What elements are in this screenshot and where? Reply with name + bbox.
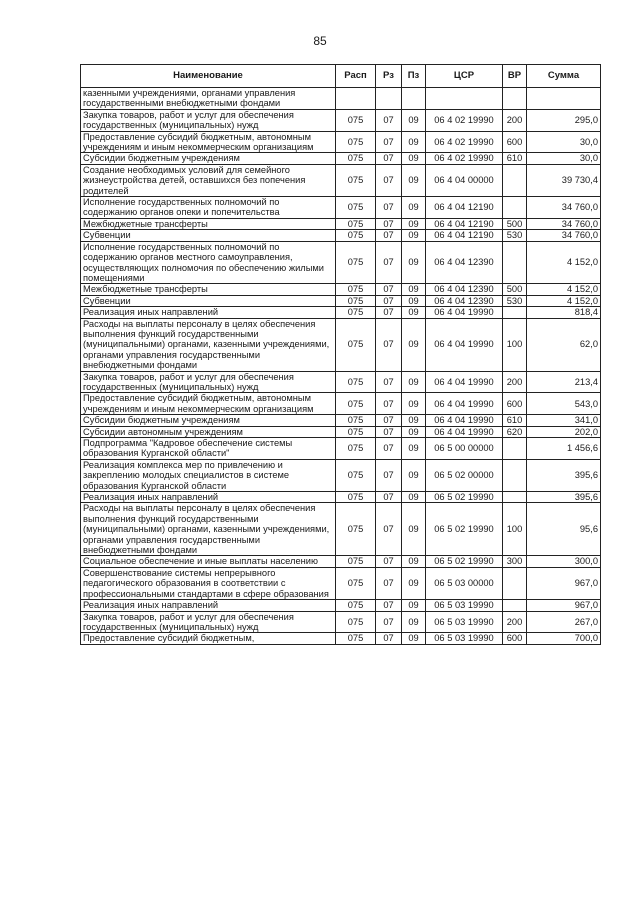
cell-csr <box>426 88 503 110</box>
table-row <box>81 438 601 460</box>
cell-rasp: 075 <box>336 241 376 284</box>
budget-table <box>80 64 601 645</box>
cell-name: Закупка товаров, работ и услуг для обеспечения государственных (муниципальных) нужд <box>81 371 336 393</box>
cell-pz: 09 <box>402 611 426 633</box>
table-row <box>81 307 601 318</box>
cell-vr: 620 <box>503 426 527 437</box>
cell-pz: 09 <box>402 230 426 241</box>
cell-vr <box>503 307 527 318</box>
table-row <box>81 567 601 599</box>
header-pz: Пз <box>402 65 426 88</box>
cell-name: Исполнение государственных полномочий по содержанию органов опеки и попечительства <box>81 197 336 219</box>
cell-name: казенными учреждениями, органами управления государственными внебюджетными фондами <box>81 88 336 110</box>
cell-csr: 06 5 02 00000 <box>426 459 503 491</box>
cell-pz: 09 <box>402 164 426 196</box>
cell-csr: 06 5 02 19990 <box>426 492 503 503</box>
cell-pz: 09 <box>402 492 426 503</box>
cell-csr: 06 4 04 19990 <box>426 415 503 426</box>
cell-rz: 07 <box>376 295 402 306</box>
cell-csr: 06 5 03 19990 <box>426 633 503 644</box>
cell-name: Реализация иных направлений <box>81 600 336 611</box>
cell-vr <box>503 197 527 219</box>
cell-rz: 07 <box>376 230 402 241</box>
cell-rz: 07 <box>376 492 402 503</box>
cell-vr: 600 <box>503 633 527 644</box>
cell-rasp: 075 <box>336 218 376 229</box>
cell-sum: 39 730,4 <box>527 164 601 196</box>
cell-name: Подпрограмма "Кадровое обеспечение системы образования Курганской области" <box>81 438 336 460</box>
table-row <box>81 230 601 241</box>
cell-pz: 09 <box>402 633 426 644</box>
table-row <box>81 295 601 306</box>
cell-vr: 610 <box>503 153 527 164</box>
cell-vr: 100 <box>503 503 527 556</box>
cell-vr <box>503 600 527 611</box>
cell-vr: 530 <box>503 295 527 306</box>
page-number: 85 <box>313 34 327 48</box>
table-row <box>81 426 601 437</box>
cell-rasp: 075 <box>336 197 376 219</box>
cell-sum: 202,0 <box>527 426 601 437</box>
header-rz: Рз <box>376 65 402 88</box>
cell-csr: 06 4 04 12390 <box>426 284 503 295</box>
header-vr: ВР <box>503 65 527 88</box>
cell-pz: 09 <box>402 459 426 491</box>
header-csr: ЦСР <box>426 65 503 88</box>
table-row <box>81 556 601 567</box>
cell-pz: 09 <box>402 131 426 153</box>
cell-vr: 200 <box>503 371 527 393</box>
cell-sum: 267,0 <box>527 611 601 633</box>
cell-sum: 30,0 <box>527 131 601 153</box>
cell-rz: 07 <box>376 633 402 644</box>
cell-sum: 213,4 <box>527 371 601 393</box>
cell-rz: 07 <box>376 131 402 153</box>
cell-name: Расходы на выплаты персоналу в целях обеспечения выполнения функций государственными (муниципальными) органами, казенными учреждениями, органами управления государственными внебюджетными фондами <box>81 503 336 556</box>
cell-sum: 4 152,0 <box>527 295 601 306</box>
cell-vr <box>503 492 527 503</box>
cell-csr: 06 4 04 12390 <box>426 241 503 284</box>
cell-pz: 09 <box>402 426 426 437</box>
cell-name: Субвенции <box>81 295 336 306</box>
cell-vr: 610 <box>503 415 527 426</box>
cell-pz: 09 <box>402 307 426 318</box>
cell-rasp: 075 <box>336 318 376 371</box>
cell-name: Субсидии автономным учреждениям <box>81 426 336 437</box>
cell-csr: 06 5 00 00000 <box>426 438 503 460</box>
cell-name: Предоставление субсидий бюджетным, автономным учреждениям и иным некоммерческим организациям <box>81 131 336 153</box>
cell-sum: 543,0 <box>527 393 601 415</box>
cell-sum: 30,0 <box>527 153 601 164</box>
cell-csr: 06 4 04 19990 <box>426 426 503 437</box>
cell-rz: 07 <box>376 218 402 229</box>
cell-name: Предоставление субсидий бюджетным, <box>81 633 336 644</box>
cell-rz: 07 <box>376 318 402 371</box>
table-row <box>81 415 601 426</box>
cell-csr: 06 5 03 00000 <box>426 567 503 599</box>
table-row <box>81 318 601 371</box>
cell-rasp: 075 <box>336 600 376 611</box>
cell-sum: 4 152,0 <box>527 284 601 295</box>
table-row <box>81 371 601 393</box>
cell-rz: 07 <box>376 371 402 393</box>
cell-name: Субсидии бюджетным учреждениям <box>81 153 336 164</box>
cell-csr: 06 4 04 12190 <box>426 197 503 219</box>
cell-pz: 09 <box>402 153 426 164</box>
cell-sum: 4 152,0 <box>527 241 601 284</box>
cell-pz: 09 <box>402 438 426 460</box>
cell-pz: 09 <box>402 503 426 556</box>
cell-sum: 395,6 <box>527 459 601 491</box>
cell-rz: 07 <box>376 600 402 611</box>
cell-rasp: 075 <box>336 426 376 437</box>
cell-pz: 09 <box>402 318 426 371</box>
cell-rasp: 075 <box>336 230 376 241</box>
cell-rasp: 075 <box>336 503 376 556</box>
cell-pz: 09 <box>402 415 426 426</box>
cell-vr: 600 <box>503 393 527 415</box>
cell-name: Субсидии бюджетным учреждениям <box>81 415 336 426</box>
cell-pz: 09 <box>402 371 426 393</box>
cell-rasp: 075 <box>336 438 376 460</box>
table-row <box>81 131 601 153</box>
cell-vr <box>503 164 527 196</box>
cell-rz: 07 <box>376 109 402 131</box>
cell-pz: 09 <box>402 393 426 415</box>
cell-sum: 300,0 <box>527 556 601 567</box>
cell-sum <box>527 88 601 110</box>
table-row <box>81 459 601 491</box>
cell-rz: 07 <box>376 393 402 415</box>
cell-csr: 06 4 02 19990 <box>426 131 503 153</box>
header-sum: Сумма <box>527 65 601 88</box>
cell-sum: 818,4 <box>527 307 601 318</box>
cell-pz: 09 <box>402 197 426 219</box>
cell-name: Расходы на выплаты персоналу в целях обеспечения выполнения функций государственными (муниципальными) органами, казенными учреждениями, органами управления государственными внебюджетными фондами <box>81 318 336 371</box>
cell-sum: 341,0 <box>527 415 601 426</box>
cell-csr: 06 4 04 12190 <box>426 230 503 241</box>
cell-vr: 300 <box>503 556 527 567</box>
cell-name: Межбюджетные трансферты <box>81 284 336 295</box>
cell-rasp: 075 <box>336 164 376 196</box>
cell-rasp: 075 <box>336 415 376 426</box>
cell-csr: 06 4 02 19990 <box>426 153 503 164</box>
cell-sum: 34 760,0 <box>527 197 601 219</box>
header-rasp: Расп <box>336 65 376 88</box>
cell-rasp: 075 <box>336 459 376 491</box>
cell-name: Закупка товаров, работ и услуг для обеспечения государственных (муниципальных) нужд <box>81 611 336 633</box>
cell-rz: 07 <box>376 307 402 318</box>
cell-sum: 62,0 <box>527 318 601 371</box>
cell-name: Социальное обеспечение и иные выплаты населению <box>81 556 336 567</box>
cell-rasp: 075 <box>336 393 376 415</box>
cell-vr <box>503 438 527 460</box>
cell-sum: 967,0 <box>527 600 601 611</box>
cell-vr: 200 <box>503 109 527 131</box>
cell-name: Закупка товаров, работ и услуг для обеспечения государственных (муниципальных) нужд <box>81 109 336 131</box>
cell-vr <box>503 459 527 491</box>
cell-sum: 1 456,6 <box>527 438 601 460</box>
cell-name: Совершенствование системы непрерывного педагогического образования в соответствии с профессиональными стандартами в сфере образования <box>81 567 336 599</box>
table-row <box>81 153 601 164</box>
cell-rasp: 075 <box>336 633 376 644</box>
cell-vr: 500 <box>503 218 527 229</box>
table-header-row <box>81 65 601 88</box>
cell-rasp <box>336 88 376 110</box>
cell-rz: 07 <box>376 426 402 437</box>
cell-rz: 07 <box>376 197 402 219</box>
cell-name: Создание необходимых условий для семейного жизнеустройства детей, оставшихся без попечения родителей <box>81 164 336 196</box>
cell-csr: 06 4 04 19990 <box>426 393 503 415</box>
cell-name: Межбюджетные трансферты <box>81 218 336 229</box>
cell-rasp: 075 <box>336 284 376 295</box>
cell-pz: 09 <box>402 109 426 131</box>
cell-rasp: 075 <box>336 295 376 306</box>
cell-rz: 07 <box>376 415 402 426</box>
cell-vr <box>503 88 527 110</box>
cell-sum: 395,6 <box>527 492 601 503</box>
cell-rz: 07 <box>376 556 402 567</box>
cell-rz: 07 <box>376 503 402 556</box>
cell-rasp: 075 <box>336 611 376 633</box>
cell-rz: 07 <box>376 164 402 196</box>
cell-name: Реализация комплекса мер по привлечению и закреплению молодых специалистов в системе образования Курганской области <box>81 459 336 491</box>
table-row <box>81 164 601 196</box>
cell-rz: 07 <box>376 241 402 284</box>
table-row <box>81 633 601 644</box>
cell-sum: 967,0 <box>527 567 601 599</box>
cell-csr: 06 4 04 00000 <box>426 164 503 196</box>
table-row <box>81 218 601 229</box>
cell-vr: 600 <box>503 131 527 153</box>
table-row <box>81 241 601 284</box>
table-row <box>81 197 601 219</box>
cell-rasp: 075 <box>336 109 376 131</box>
cell-rz <box>376 88 402 110</box>
cell-vr: 500 <box>503 284 527 295</box>
cell-pz: 09 <box>402 600 426 611</box>
cell-vr: 100 <box>503 318 527 371</box>
table-row <box>81 109 601 131</box>
cell-csr: 06 5 03 19990 <box>426 611 503 633</box>
cell-rasp: 075 <box>336 307 376 318</box>
cell-rz: 07 <box>376 284 402 295</box>
table-row <box>81 284 601 295</box>
cell-csr: 06 5 03 19990 <box>426 600 503 611</box>
cell-vr <box>503 567 527 599</box>
table-row <box>81 88 601 110</box>
cell-csr: 06 4 04 19990 <box>426 318 503 371</box>
cell-pz: 09 <box>402 284 426 295</box>
cell-csr: 06 5 02 19990 <box>426 503 503 556</box>
cell-name: Предоставление субсидий бюджетным, автономным учреждениям и иным некоммерческим организациям <box>81 393 336 415</box>
cell-rasp: 075 <box>336 131 376 153</box>
cell-rz: 07 <box>376 567 402 599</box>
cell-rasp: 075 <box>336 371 376 393</box>
cell-csr: 06 4 04 19990 <box>426 371 503 393</box>
cell-vr: 200 <box>503 611 527 633</box>
cell-rasp: 075 <box>336 492 376 503</box>
cell-sum: 700,0 <box>527 633 601 644</box>
table-row <box>81 600 601 611</box>
cell-pz: 09 <box>402 556 426 567</box>
cell-name: Реализация иных направлений <box>81 492 336 503</box>
table-row <box>81 503 601 556</box>
cell-vr <box>503 241 527 284</box>
cell-csr: 06 5 02 19990 <box>426 556 503 567</box>
cell-sum: 34 760,0 <box>527 230 601 241</box>
cell-pz <box>402 88 426 110</box>
cell-pz: 09 <box>402 567 426 599</box>
cell-vr: 530 <box>503 230 527 241</box>
cell-sum: 34 760,0 <box>527 218 601 229</box>
cell-name: Реализация иных направлений <box>81 307 336 318</box>
cell-pz: 09 <box>402 295 426 306</box>
cell-csr: 06 4 02 19990 <box>426 109 503 131</box>
table-row <box>81 492 601 503</box>
cell-rz: 07 <box>376 459 402 491</box>
cell-sum: 95,6 <box>527 503 601 556</box>
cell-csr: 06 4 04 12390 <box>426 295 503 306</box>
cell-rz: 07 <box>376 153 402 164</box>
cell-sum: 295,0 <box>527 109 601 131</box>
cell-pz: 09 <box>402 241 426 284</box>
cell-rasp: 075 <box>336 567 376 599</box>
cell-rasp: 075 <box>336 556 376 567</box>
cell-name: Исполнение государственных полномочий по содержанию органов местного самоуправления, осуществляющих полномочия по обеспечению жилыми помещениями <box>81 241 336 284</box>
cell-rasp: 075 <box>336 153 376 164</box>
table-row <box>81 611 601 633</box>
cell-csr: 06 4 04 12190 <box>426 218 503 229</box>
table-row <box>81 393 601 415</box>
cell-rz: 07 <box>376 611 402 633</box>
cell-pz: 09 <box>402 218 426 229</box>
header-name: Наименование <box>81 65 336 88</box>
cell-name: Субвенции <box>81 230 336 241</box>
cell-csr: 06 4 04 19990 <box>426 307 503 318</box>
cell-rz: 07 <box>376 438 402 460</box>
